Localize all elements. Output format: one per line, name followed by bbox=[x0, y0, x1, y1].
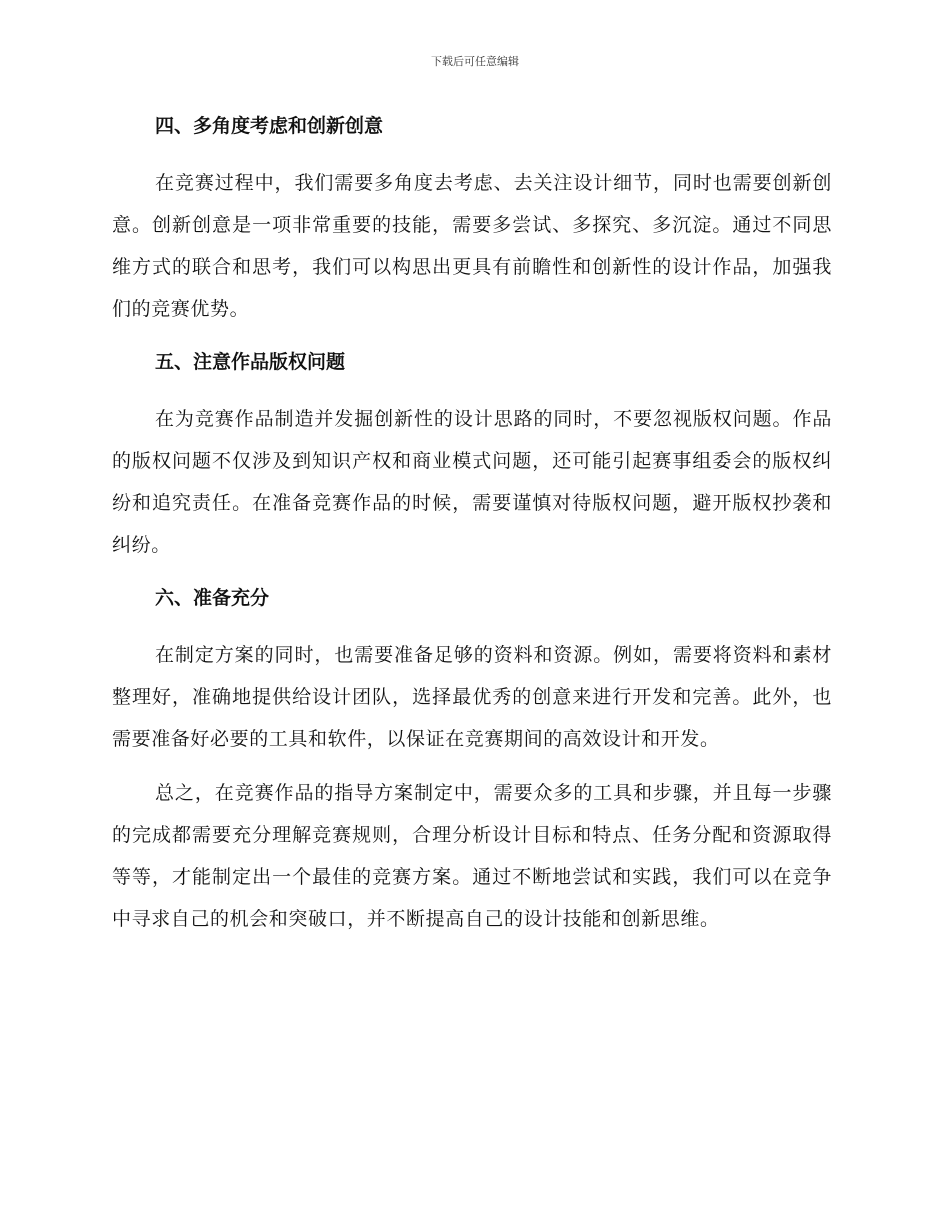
paragraph-copyright: 在为竞赛作品制造并发掘创新性的设计思路的同时，不要忽视版权问题。作品的版权问题不仅涉及到知识产权和商业模式问题，还可能引起赛事组委会的版权纠纷和追究责任。在准备竞赛作品的时候，需要谨慎对待版权问题，避开版权抄袭和纠纷。 bbox=[112, 408, 832, 556]
paragraph-conclusion: 总之，在竞赛作品的指导方案制定中，需要众多的工具和步骤，并且每一步骤的完成都需要充分理解竞赛规则，合理分析设计目标和特点、任务分配和资源取得等等，才能制定出一个最佳的竞赛方案。通过不断地尝试和实践，我们可以在竞争中寻求自己的机会和突破口，并不断提高自己的设计技能和创新思维。 bbox=[112, 782, 832, 930]
paragraph-preparation: 在制定方案的同时，也需要准备足够的资料和资源。例如，需要将资料和素材整理好，准确地提供给设计团队，选择最优秀的创意来进行开发和完善。此外，也需要准备好必要的工具和软件，以保证在竞赛期间的高效设计和开发。 bbox=[112, 644, 832, 750]
document-body bbox=[112, 106, 832, 940]
paragraph-innovation: 在竞赛过程中，我们需要多角度去考虑、去关注设计细节，同时也需要创新创意。创新创意是一项非常重要的技能，需要多尝试、多探究、多沉淀。通过不同思维方式的联合和思考，我们可以构思出更具有前瞻性和创新性的设计作品，加强我们的竞赛优势。 bbox=[112, 172, 832, 320]
section-heading-copyright: 五、注意作品版权问题 bbox=[155, 351, 346, 373]
section-heading-innovation: 四、多角度考虑和创新创意 bbox=[155, 115, 384, 137]
page-header-note: 下载后可任意编辑 bbox=[431, 55, 519, 68]
section-heading-preparation: 六、准备充分 bbox=[155, 587, 270, 609]
